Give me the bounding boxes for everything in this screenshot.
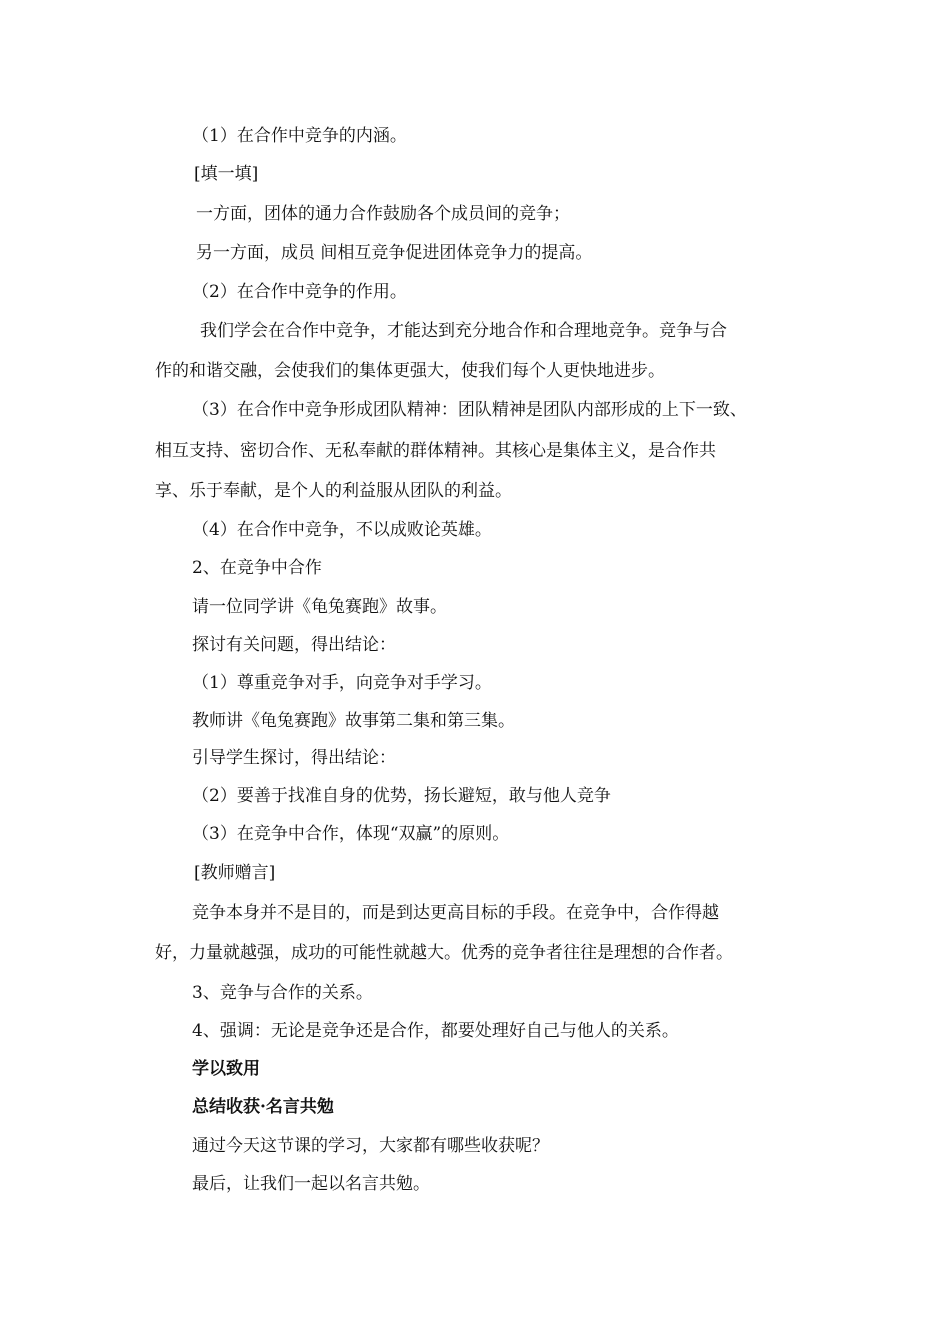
text-line: 引导学生探讨，得出结论： [192, 748, 396, 768]
text-line: 探讨有关问题，得出结论： [192, 635, 396, 655]
text-line: 好，力量就越强，成功的可能性就越大。优秀的竞争者往往是理想的合作者。 [155, 943, 733, 963]
text-line: 通过今天这节课的学习，大家都有哪些收获呢？ [192, 1136, 549, 1156]
bold-heading: 总结收获·名言共勉 [192, 1097, 334, 1117]
text-line: 竞争本身并不是目的，而是到达更高目标的手段。在竞争中，合作得越 [192, 903, 719, 923]
text-line: 教师讲《龟兔赛跑》故事第二集和第三集。 [192, 711, 515, 731]
text-line: [教师赠言] [194, 863, 276, 883]
text-line: （2）要善于找准自身的优势，扬长避短，敢与他人竞争 [192, 786, 611, 806]
text-line: 相互支持、密切合作、无私奉献的群体精神。其核心是集体主义，是合作共 [155, 441, 716, 461]
section-heading: 3、竞争与合作的关系。 [192, 983, 373, 1003]
text-line: 作的和谐交融，会使我们的集体更强大，使我们每个人更快地进步。 [155, 361, 665, 381]
text-line: （3）在竞争中合作，体现“双赢”的原则。 [192, 824, 510, 844]
text-line: （4）在合作中竞争，不以成败论英雄。 [192, 520, 492, 540]
text-line: （1）在合作中竞争的内涵。 [192, 126, 407, 146]
text-line: （2）在合作中竞争的作用。 [192, 282, 407, 302]
text-line: 我们学会在合作中竞争，才能达到充分地合作和合理地竞争。竞争与合 [200, 321, 727, 341]
text-line: [填一填] [194, 164, 259, 184]
text-line: 请一位同学讲《龟兔赛跑》故事。 [192, 597, 447, 617]
text-line: （3）在合作中竞争形成团队精神：团队精神是团队内部形成的上下一致、 [192, 400, 747, 420]
section-heading: 4、强调：无论是竞争还是合作，都要处理好自己与他人的关系。 [192, 1021, 679, 1041]
text-line: 一方面，团体的通力合作鼓励各个成员间的竞争； [196, 204, 570, 224]
section-heading: 2、在竞争中合作 [192, 558, 322, 578]
text-line: （1）尊重竞争对手，向竞争对手学习。 [192, 673, 492, 693]
text-line: 最后，让我们一起以名言共勉。 [192, 1174, 430, 1194]
text-line: 另一方面，成员 间相互竞争促进团体竞争力的提高。 [196, 243, 593, 263]
text-line: 享、乐于奉献，是个人的利益服从团队的利益。 [155, 481, 512, 501]
bold-heading: 学以致用 [192, 1059, 260, 1079]
